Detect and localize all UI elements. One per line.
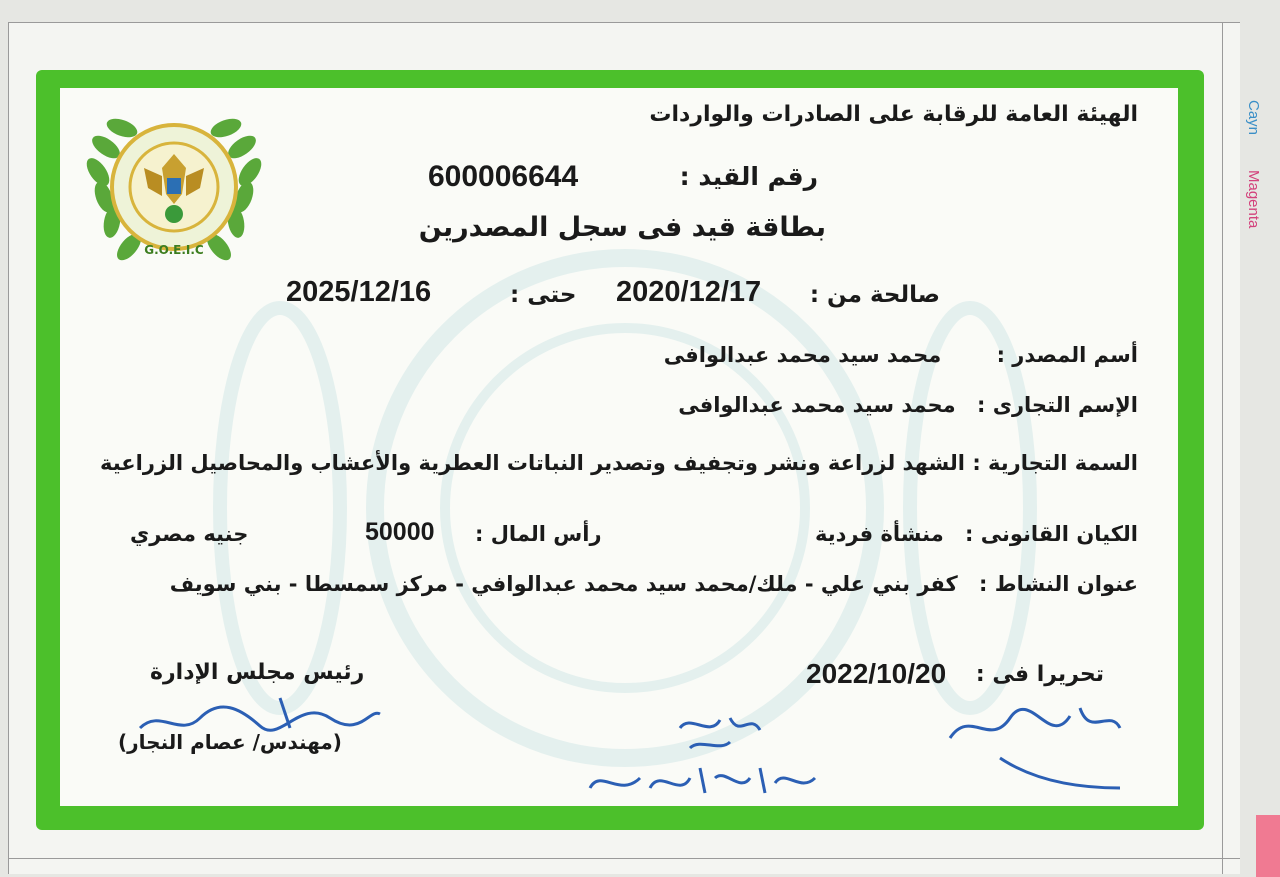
issuer-signature-icon [940, 698, 1140, 798]
activity-address-row [170, 572, 1138, 596]
crop-mark-top [8, 22, 1240, 23]
legal-entity-label: الكيان القانونى : [965, 522, 1138, 546]
capital-label: رأس المال : [475, 522, 602, 546]
goeic-seal-icon [74, 102, 274, 282]
crop-mark-left [8, 22, 9, 874]
issued-on-date: 2022/10/20 [806, 658, 947, 689]
valid-from-date: 2020/12/17 [616, 276, 762, 308]
print-mark-magenta: Magenta [1245, 170, 1262, 229]
legal-entity-row [815, 522, 1138, 546]
capital-value: 50000 [365, 518, 435, 546]
trade-name-value: محمد سيد محمد عبدالوافى [678, 393, 956, 417]
capital-currency: جنيه مصري [130, 522, 249, 546]
issued-on-label: تحريرا فى : [975, 662, 1104, 687]
exporter-name-value: محمد سيد محمد عبدالوافى [663, 343, 942, 367]
activity-address-label: عنوان النشاط : [979, 572, 1138, 596]
issuing-authority: الهيئة العامة للرقابة على الصادرات والواردات [649, 102, 1138, 127]
valid-from-label: صالحة من : [809, 282, 940, 308]
trade-name-row [678, 393, 1138, 417]
registration-number-label: رقم القيد : [679, 162, 818, 191]
crop-mark-bottom [8, 858, 1240, 859]
magenta-swatch [1256, 815, 1280, 877]
trade-name-label: الإسم التجارى : [977, 393, 1138, 417]
seal-text: G.O.E.I.C [144, 243, 204, 257]
exporter-registration-card [36, 70, 1204, 830]
valid-until-label: حتى : [510, 282, 577, 308]
print-color-marks [1238, 100, 1262, 300]
chairman-signature-icon [130, 688, 390, 748]
registration-number: 600006644 [428, 160, 579, 193]
brand-row [98, 446, 1138, 480]
activity-address-value: كفر بني علي - ملك/محمد سيد محمد عبدالوافي - مركز سمسطا - بني سويف [169, 572, 958, 596]
crop-mark-right [1222, 22, 1223, 874]
handwritten-date-signature-icon [580, 708, 840, 806]
brand-value: الشهد لزراعة ونشر وتجفيف وتصدير النباتات العطرية والأعشاب والمحاصيل الزراعية [100, 451, 965, 475]
chairman-title: رئيس مجلس الإدارة [150, 660, 365, 685]
valid-until-date: 2025/12/16 [286, 276, 432, 308]
brand-label: السمة التجارية : [972, 451, 1138, 475]
legal-entity-value: منشأة فردية [814, 522, 944, 546]
card-title: بطاقة قيد فى سجل المصدرين [418, 212, 826, 243]
exporter-name-label: أسم المصدر : [996, 343, 1138, 367]
card-body [60, 88, 1178, 806]
exporter-name-row [664, 343, 1138, 367]
chairman-name: (مهندس/ عصام النجار) [118, 730, 342, 754]
print-mark-cyan: Cayn [1245, 100, 1262, 136]
